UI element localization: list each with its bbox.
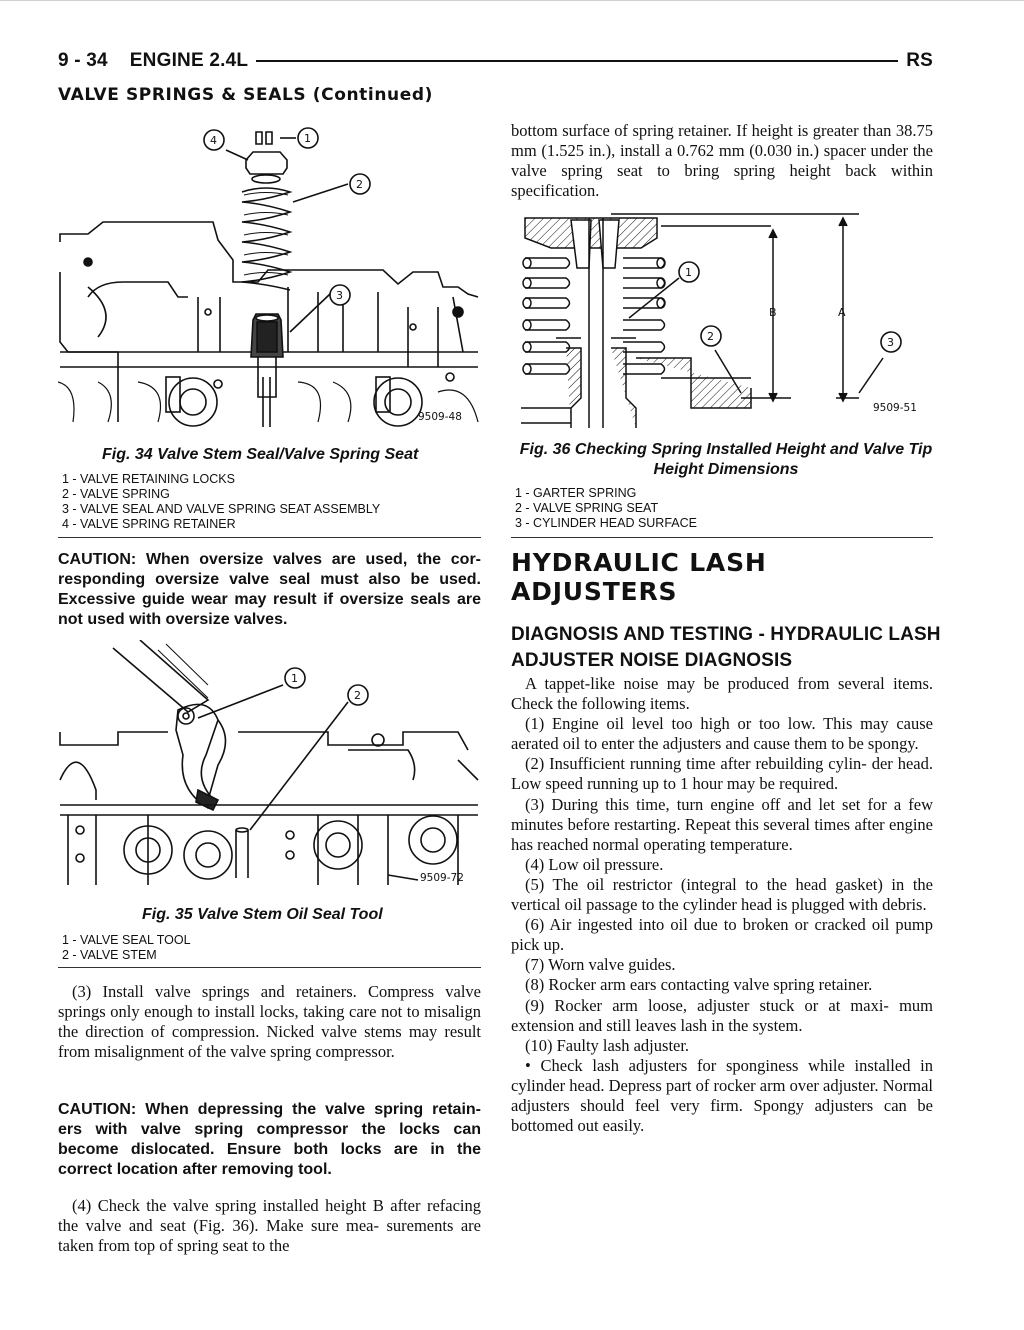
dimension-b-label: B — [769, 306, 777, 319]
callout-4: 4 — [210, 134, 217, 147]
figure-34-caption: Fig. 34 Valve Stem Seal/Valve Spring Seat — [102, 446, 419, 463]
figure-35-rule — [58, 967, 481, 968]
callout-3: 3 — [887, 336, 894, 349]
legend-item: 4 - VALVE SPRING RETAINER — [62, 517, 236, 531]
figure-36-illustration — [511, 208, 933, 430]
diagnosis-text — [511, 674, 933, 1136]
caution-retainer-locks: CAUTION: When depressing the valve spring retain- ers with valve spring compressor the locks can become dislocated. Ensure both locks are in the correct location after removing tool. — [58, 1101, 481, 1178]
valve-stem-seal-drawing — [58, 122, 480, 432]
legend-item: 3 - CYLINDER HEAD SURFACE — [515, 516, 697, 530]
caution-oversize-valves: CAUTION: When oversize valves are used, the cor- responding oversize valve seal must also be used. Excessive guide wear may result if oversize seals are not used with oversize valves. — [58, 551, 481, 628]
diagnosis-item: (6) Air ingested into oil due to broken or cracked oil pump pick up. — [511, 915, 933, 955]
legend-item: 2 - VALVE SPRING SEAT — [515, 501, 659, 515]
page-header — [58, 48, 933, 74]
model-code: RS — [906, 50, 933, 71]
diagnosis-item: (7) Worn valve guides. — [525, 955, 676, 975]
figure-code: 9509-48 — [418, 411, 462, 423]
diagnosis-item: (8) Rocker arm ears contacting valve spring retainer. — [525, 975, 873, 995]
callout-2: 2 — [707, 330, 714, 343]
top-border — [0, 0, 1024, 1]
diagnosis-item: (4) Low oil pressure. — [525, 854, 664, 874]
step-3-paragraph: (3) Install valve springs and retainers. Compress valve springs only enough to install locks, taking care not to misalign the direction of compression. Nicked valve stems may result from misalignment of the valve spring compressor. — [58, 982, 481, 1061]
figure-code: 9509-72 — [420, 872, 464, 884]
legend-item: 3 - VALVE SEAL AND VALVE SPRING SEAT ASSEMBLY — [62, 502, 381, 516]
figure-36-caption: Fig. 36 Checking Spring Installed Height and Valve Tip Height Dimensions — [519, 441, 933, 478]
diagnosis-item: (5) The oil restrictor (integral to the head gasket) in the vertical oil passage to the cylinder head is plugged with debris. — [511, 874, 933, 915]
diagnosis-item: (10) Faulty lash adjuster. — [525, 1035, 690, 1055]
legend-item: 1 - GARTER SPRING — [515, 486, 637, 500]
chapter-title: ENGINE 2.4L — [129, 50, 249, 71]
figure-34-legend — [62, 472, 380, 532]
callout-1: 1 — [304, 132, 311, 145]
section-heading — [511, 548, 767, 606]
figure-36-rule — [511, 537, 933, 538]
diagnosis-item: (1) Engine oil level too high or too low. This may cause aerated oil to enter the adjusters and cause them to be spongy. — [511, 714, 933, 754]
figure-35-caption: Fig. 35 Valve Stem Oil Seal Tool — [142, 906, 383, 923]
diagnosis-item: (3) During this time, turn engine off and let set for a few minutes before restarting. Repeat this several times after engine has reached normal operating temperature. — [511, 794, 933, 854]
legend-item: 2 - VALVE STEM — [62, 948, 157, 962]
legend-item: 1 - VALVE SEAL TOOL — [62, 933, 191, 947]
figure-34-rule — [58, 537, 481, 538]
figure-34-illustration — [58, 122, 480, 432]
callout-2: 2 — [354, 689, 361, 702]
section-heading-line: ADJUSTERS — [511, 577, 678, 606]
figure-35-illustration — [58, 640, 480, 898]
figure-code: 9509-51 — [873, 402, 917, 414]
header-rule — [256, 60, 898, 62]
callout-3: 3 — [336, 289, 343, 302]
legend-item: 2 - VALVE SPRING — [62, 487, 170, 501]
section-heading-line: HYDRAULIC LASH — [511, 548, 767, 577]
callout-1: 1 — [291, 672, 298, 685]
spring-height-drawing — [511, 208, 933, 430]
diagnosis-item: (9) Rocker arm loose, adjuster stuck or at maxi- mum extension and still leaves lash in the system. — [511, 995, 933, 1035]
subsection-heading: DIAGNOSIS AND TESTING - HYDRAULIC LASH ADJUSTER NOISE DIAGNOSIS — [511, 624, 941, 671]
legend-item: 1 - VALVE RETAINING LOCKS — [62, 472, 235, 486]
callout-2: 2 — [356, 178, 363, 191]
callout-1: 1 — [685, 266, 692, 279]
figure-36-legend — [515, 486, 697, 531]
dimension-a-label: A — [838, 306, 846, 319]
diagnosis-bullet: • Check lash adjusters for sponginess while installed in cylinder head. Depress part of rocker arm over adjuster. Normal adjusters should feel very firm. Spongy adjusters can be bottomed out easily. — [511, 1055, 933, 1136]
figure-35-legend — [62, 933, 191, 963]
diagnosis-item: (2) Insufficient running time after rebuilding cylin- der head. Low speed running up to 1 hour may be required. — [511, 754, 933, 794]
section-title: VALVE SPRINGS & SEALS (Continued) — [58, 85, 434, 105]
diagnosis-intro: A tappet-like noise may be produced from several items. Check the following items. — [511, 674, 933, 714]
step-4-paragraph: (4) Check the valve spring installed height B after refacing the valve and seat (Fig. 36). Make sure mea- surements are taken from top of spring seat to the — [58, 1196, 481, 1255]
step-4-continued: bottom surface of spring retainer. If height is greater than 38.75 mm (1.525 in.), install a 0.762 mm (0.030 in.) spacer under the valve spring seat to bring spring height back within specification. — [511, 121, 933, 200]
page-number: 9 - 34 — [58, 50, 108, 71]
valve-seal-tool-drawing — [58, 640, 480, 898]
